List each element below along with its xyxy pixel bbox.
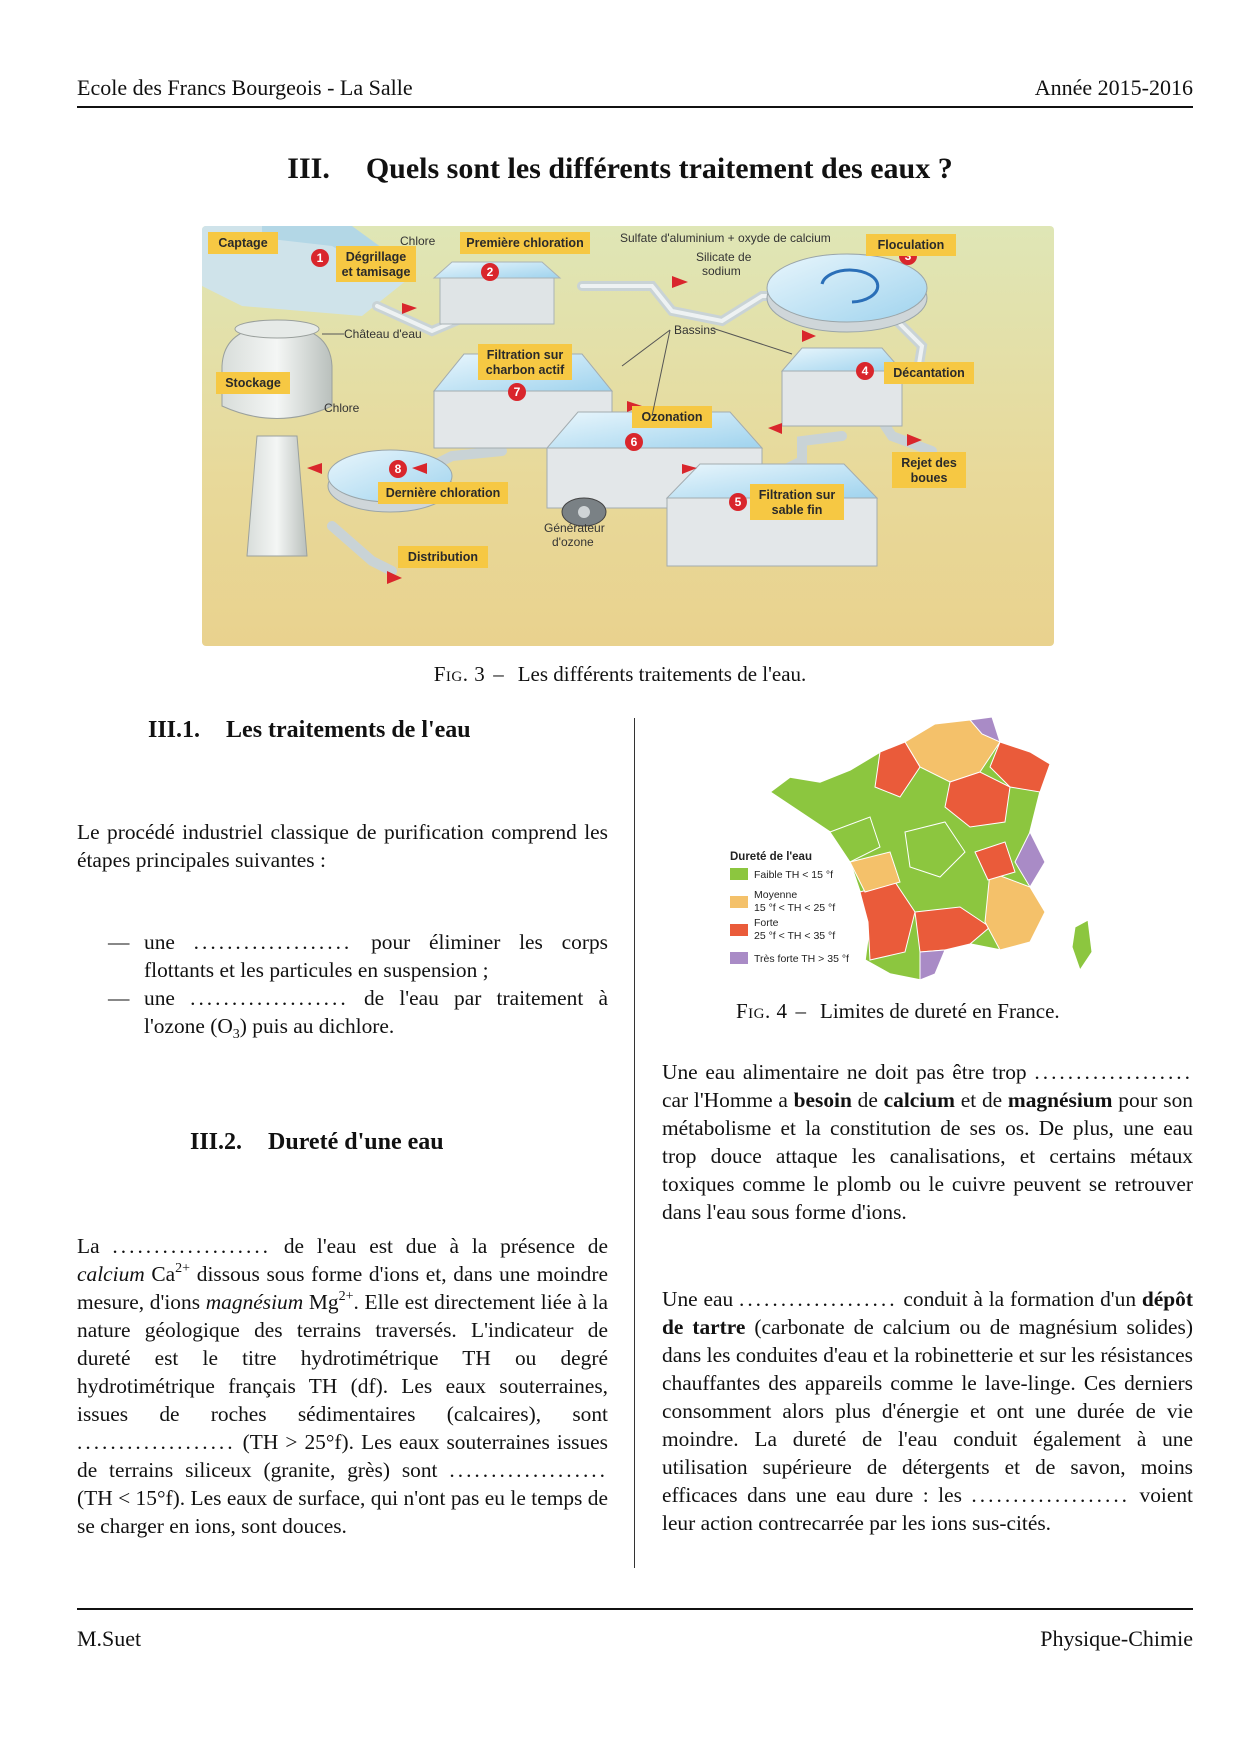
s2-text-a: La: [77, 1234, 100, 1258]
label-ozonation: Ozonation: [641, 410, 703, 424]
flocculation-tank: [767, 254, 927, 332]
label-sand-1: Filtration sur: [758, 488, 836, 502]
title-number: III.: [287, 152, 330, 185]
s2-ca-sup: 2+: [175, 1261, 191, 1276]
item2-pre: une: [144, 986, 175, 1010]
legend-moyenne-2: 15 °f < TH < 25 °f: [754, 902, 836, 914]
map-legend: [730, 851, 849, 965]
s2-text-b: de l'eau est due à la présence de: [283, 1234, 608, 1258]
item1-pre: une: [144, 930, 175, 954]
label-silicate-2: sodium: [702, 263, 741, 278]
figure3-caption: [0, 662, 1240, 687]
legend-title: Dureté de l'eau: [730, 851, 812, 863]
s2-mg-sup: 2+: [338, 1289, 354, 1304]
water-treatment-diagram: [202, 226, 1054, 646]
r1-de: de: [857, 1088, 878, 1112]
header-year: Année 2015-2016: [1034, 75, 1193, 100]
france-hardness-map: [730, 712, 1130, 1002]
column-divider: [634, 718, 635, 1568]
list-item: [108, 928, 608, 984]
label-charcoal-1: Filtration sur: [486, 348, 564, 362]
section2-number: III.2.: [190, 1129, 243, 1155]
s2-mg: Mg: [308, 1290, 339, 1314]
step-2: 2: [486, 265, 494, 279]
step-1: 1: [316, 251, 324, 265]
legend-forte-1: Forte: [754, 917, 779, 929]
step-5: 5: [734, 495, 742, 509]
r2-text-c: (carbonate de calcium ou de magnésium solides) dans les conduites d'eau et la robinetterie et sur les résistances chauffantes des appareils comme le lave-linge. Ces derniers consomment alors plus d'énergie et ont une durée de vie moindre. La dureté de l'eau conduit également à une utilisation supérieure de détergents et de savon, moins efficaces dans une eau dure : les: [662, 1315, 1193, 1507]
page-title: [0, 152, 1240, 186]
s2-ca: Ca: [151, 1262, 176, 1286]
footer-rule: [77, 1608, 1193, 1610]
footer-subject: Physique-Chimie: [1040, 1626, 1193, 1651]
header-rule: [77, 106, 1193, 108]
label-degrillage-1: Dégrillage: [345, 250, 407, 264]
list-bullet: —: [108, 930, 130, 954]
right-paragraph-1: [662, 1058, 1193, 1226]
section1-number: III.1.: [148, 717, 201, 743]
legend-swatch-forte: [730, 924, 748, 936]
r1-et: et de: [960, 1088, 1003, 1112]
list-item: [108, 984, 608, 1040]
map-corsica: [1072, 920, 1092, 970]
figure3-caption-dash: –: [493, 662, 504, 686]
figure4-caption-dash: –: [795, 999, 807, 1023]
label-captage: Captage: [218, 236, 268, 250]
legend-moyenne-1: Moyenne: [754, 889, 798, 901]
item2-post-a: de l'eau par traitement à l'ozone (O: [144, 986, 608, 1038]
s2-blank2: ...................: [77, 1430, 236, 1454]
section2-title: Dureté d'une eau: [268, 1129, 444, 1155]
figure4-caption: [736, 999, 1060, 1024]
item2-blank: ...................: [190, 986, 349, 1010]
label-last-chlorination: Dernière chloration: [385, 486, 501, 500]
step-4: 4: [861, 364, 869, 378]
label-stockage: Stockage: [225, 376, 281, 390]
section2-heading: [190, 1129, 444, 1156]
section1-heading: [148, 717, 471, 744]
s2-text-c: dissous sous forme d'ions et, dans une moindre mesure, d'ions: [77, 1262, 608, 1314]
r1-calcium: calcium: [883, 1088, 955, 1112]
label-distribution: Distribution: [407, 550, 479, 564]
step-7: 7: [513, 385, 521, 399]
step-8: 8: [394, 462, 402, 476]
label-chateau: Château d'eau: [344, 327, 422, 341]
item1-post: pour éliminer les corps flottants et les particules en suspension ;: [144, 930, 608, 982]
label-floculation: Floculation: [877, 238, 945, 252]
label-sand-2: sable fin: [771, 503, 823, 517]
legend-swatch-tres-forte: [730, 952, 748, 964]
legend-faible: Faible TH < 15 °f: [754, 869, 834, 881]
legend-swatch-moyenne: [730, 896, 748, 908]
label-generator-2: d'ozone: [552, 535, 594, 549]
treatment-steps-list: [108, 928, 608, 1040]
s2-text-d: . Elle est directement liée à la nature géologique des terrains traversés. L'indicateur de dureté est le titre hydrotimétrique TH ou degré hydrotimétrique français TH (df). Les eaux souterraines, issues de roches sédimentaires (calcaires), sont: [77, 1290, 608, 1426]
s2-text-e: (TH > 25°f). Les eaux souterraines issues de terrains siliceux (granite, grès) sont: [77, 1430, 608, 1482]
title-text: Quels sont les différents traitement des eaux ?: [365, 152, 953, 185]
r1-blank: ...................: [1034, 1060, 1193, 1084]
label-rejet-1: Rejet des: [901, 456, 957, 470]
r1-magnesium: magnésium: [1007, 1088, 1113, 1112]
s2-magnesium: magnésium: [205, 1290, 304, 1314]
label-chlore-bottom: Chlore: [324, 401, 360, 415]
label-degrillage-2: et tamisage: [341, 265, 411, 279]
label-charcoal-2: charbon actif: [485, 363, 565, 377]
s2-text-f: (TH < 15°f). Les eaux de surface, qui n'ont pas eu le temps de se charger en ions, sont douces.: [77, 1486, 608, 1538]
legend-forte-2: 25 °f < TH < 35 °f: [754, 930, 836, 942]
r2-depot: dépôt de tartre: [662, 1287, 1193, 1339]
item2-sub: 3: [232, 1027, 240, 1042]
r2-blank2: ...................: [971, 1483, 1131, 1507]
r2-blank1: ...................: [738, 1287, 898, 1311]
item2-post-b: ) puis au dichlore.: [239, 1014, 395, 1038]
footer-author: M.Suet: [77, 1626, 142, 1651]
item1-blank: ...................: [193, 930, 353, 954]
section1-title: Les traitements de l'eau: [226, 717, 471, 743]
section1-intro: Le procédé industriel classique de purification comprend les étapes principales suivantes :: [77, 820, 608, 872]
r2-text-b: conduit à la formation d'un: [903, 1287, 1137, 1311]
r2-text-d: voient leur action contrecarrée par les ions sus-cités.: [662, 1483, 1193, 1535]
step-6: 6: [630, 435, 638, 449]
s2-blank1: ...................: [112, 1234, 272, 1258]
figure4-caption-label: Fig. 4: [736, 999, 788, 1023]
label-decantation: Décantation: [893, 366, 965, 380]
list-bullet: —: [108, 986, 130, 1010]
label-rejet-2: boues: [910, 471, 948, 485]
section2-paragraph: [77, 1232, 608, 1540]
label-bassins: Bassins: [674, 323, 717, 337]
header-school: Ecole des Francs Bourgeois - La Salle: [77, 75, 413, 100]
right-paragraph-2: [662, 1285, 1193, 1537]
label-generator-1: Générateur: [544, 521, 605, 535]
r2-text-a: Une eau: [662, 1287, 734, 1311]
page-header: [77, 75, 1193, 105]
figure3-caption-label: Fig. 3: [433, 662, 486, 686]
label-chlore-top: Chlore: [400, 233, 436, 248]
label-sulfate: Sulfate d'aluminium + oxyde de calcium: [620, 230, 831, 245]
legend-tres-forte: Très forte TH > 35 °f: [754, 953, 849, 965]
r1-besoin: besoin: [793, 1088, 852, 1112]
figure3-caption-text: Les différents traitements de l'eau.: [517, 662, 807, 686]
legend-swatch-faible: [730, 868, 748, 880]
label-first-chlorination: Première chloration: [466, 236, 584, 250]
figure4-caption-text: Limites de dureté en France.: [820, 999, 1060, 1023]
s2-calcium: calcium: [77, 1262, 145, 1286]
s2-blank3: ...................: [449, 1458, 608, 1482]
decantation-basin: [782, 348, 902, 426]
r1-text-b: car l'Homme a: [662, 1088, 788, 1112]
r1-text-a: Une eau alimentaire ne doit pas être trop: [662, 1060, 1027, 1084]
label-silicate-1: Silicate de: [696, 249, 752, 264]
r1-text-c: pour son métabolisme et la constitution de ses os. De plus, une eau trop douce attaque les canalisations, et certains métaux toxiques comme le plomb ou le cuivre peuvent se retrouver dans l'eau sous forme d'ions.: [662, 1088, 1193, 1224]
